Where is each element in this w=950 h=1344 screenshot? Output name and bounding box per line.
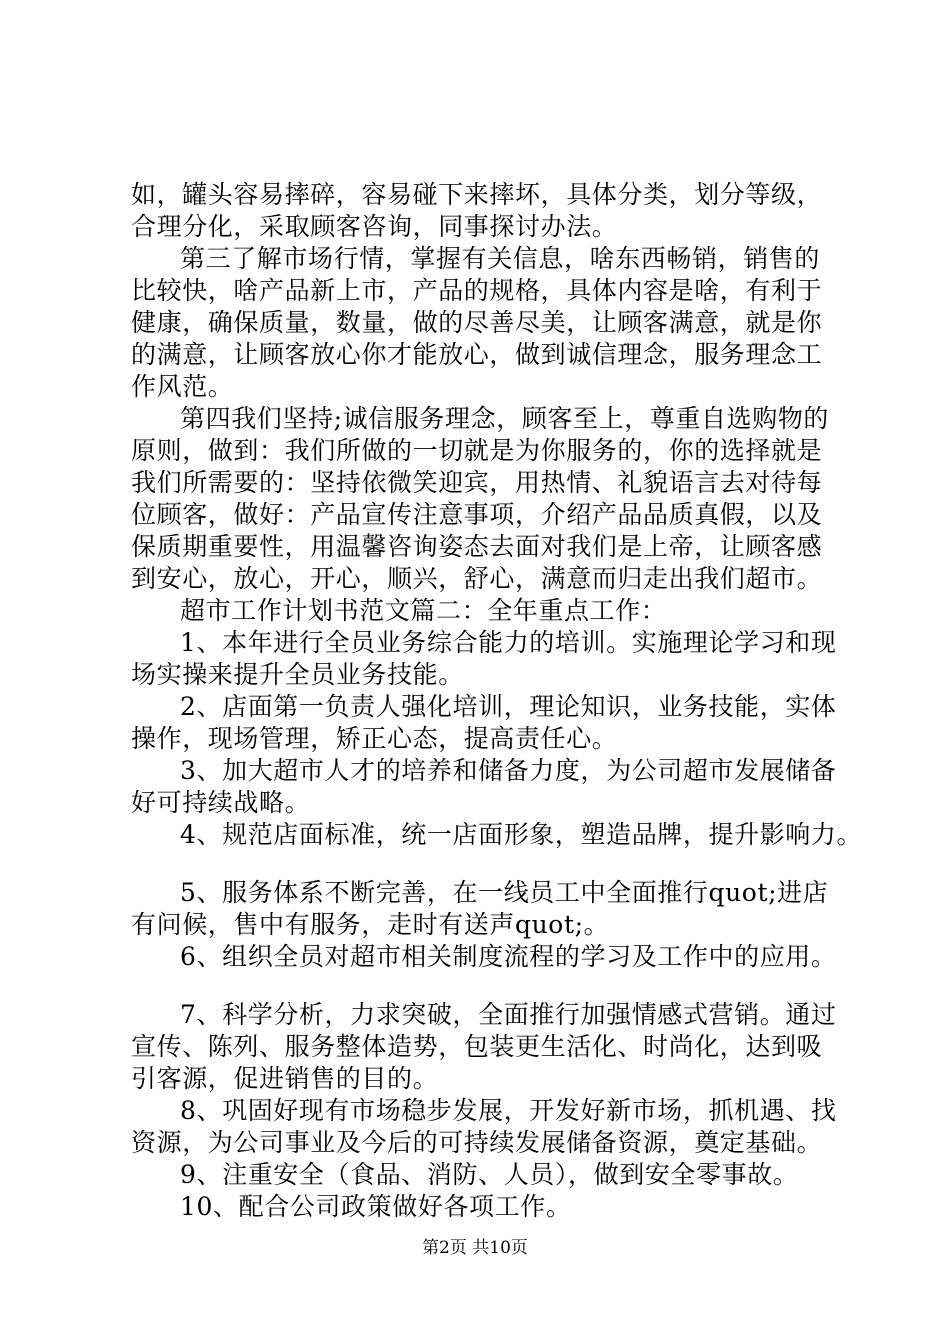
text-line: 资源，为公司事业及今后的可持续发展储备资源，奠定基础。 bbox=[131, 1128, 823, 1157]
text-line: 5、服务体系不断完善，在一线员工中全面推行quot;进店 bbox=[180, 878, 829, 907]
page-number-footer: 第2页 共10页 bbox=[422, 1238, 528, 1258]
text-line: 原则，做到：我们所做的一切就是为你服务的，你的选择就是 bbox=[131, 436, 823, 465]
text-line: 1、本年进行全员业务综合能力的培训。实施理论学习和现 bbox=[180, 628, 837, 657]
text-line: 如，罐头容易摔碎，容易碰下来摔坏，具体分类，划分等级， bbox=[131, 180, 823, 209]
text-line: 引客源，促进销售的目的。 bbox=[131, 1064, 439, 1093]
text-line: 操作，现场管理，矫正心态，提高责任心。 bbox=[131, 724, 618, 753]
text-line: 10、配合公司政策做好各项工作。 bbox=[180, 1192, 572, 1221]
text-line: 7、科学分析，力求突破，全面推行加强情感式营销。通过 bbox=[180, 1000, 837, 1029]
text-line: 第四我们坚持;诚信服务理念，顾客至上，尊重自选购物的 bbox=[180, 404, 830, 433]
text-line: 位顾客，做好：产品宣传注意事项，介绍产品品质真假，以及 bbox=[131, 500, 823, 529]
text-line: 有问候，售中有服务，走时有送声quot;。 bbox=[131, 910, 610, 939]
text-line: 9、注重安全（食品、消防、人员），做到安全零事故。 bbox=[180, 1160, 799, 1189]
text-line: 6、组织全员对超市相关制度流程的学习及工作中的应用。 bbox=[180, 942, 837, 971]
text-line: 8、巩固好现有市场稳步发展，开发好新市场，抓机遇、找 bbox=[180, 1096, 837, 1125]
text-line: 合理分化，采取顾客咨询，同事探讨办法。 bbox=[131, 212, 618, 241]
text-line: 宣传、陈列、服务整体造势，包装更生活化、时尚化，达到吸 bbox=[131, 1032, 823, 1061]
text-line: 2、店面第一负责人强化培训，理论知识，业务技能，实体 bbox=[180, 692, 837, 721]
section-heading: 超市工作计划书范文篇二：全年重点工作： bbox=[180, 596, 667, 625]
text-line: 作风范。 bbox=[131, 372, 234, 401]
text-line: 第三了解市场行情，掌握有关信息，啥东西畅销，销售的 bbox=[180, 244, 821, 273]
text-line: 我们所需要的：坚持依微笑迎宾，用热情、礼貌语言去对待每 bbox=[131, 468, 823, 497]
text-line: 3、加大超市人才的培养和储备力度，为公司超市发展储备 bbox=[180, 756, 837, 785]
text-line: 场实操来提升全员业务技能。 bbox=[131, 660, 464, 689]
text-line: 4、规范店面标准，统一店面形象，塑造品牌，提升影响力。 bbox=[180, 820, 863, 849]
text-line: 的满意，让顾客放心你才能放心，做到诚信理念，服务理念工 bbox=[131, 340, 823, 369]
text-line: 到安心，放心，开心，顺兴，舒心，满意而归走出我们超市。 bbox=[131, 564, 823, 593]
text-line: 好可持续战略。 bbox=[131, 788, 311, 817]
text-line: 保质期重要性，用温馨咨询姿态去面对我们是上帝，让顾客感 bbox=[131, 532, 823, 561]
text-line: 比较快，啥产品新上市，产品的规格，具体内容是啥，有利于 bbox=[131, 276, 823, 305]
text-line: 健康，确保质量，数量，做的尽善尽美，让顾客满意，就是你 bbox=[131, 308, 823, 337]
